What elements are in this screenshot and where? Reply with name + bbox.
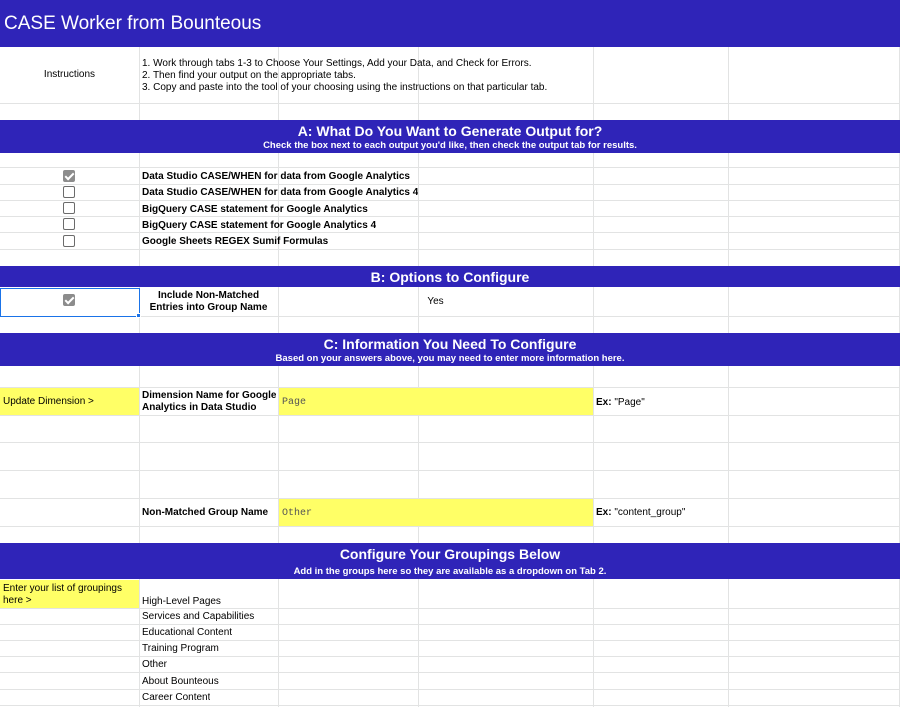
groupings-title[interactable]: Configure Your Groupings Below — [339, 546, 561, 562]
sheet-title[interactable]: CASE Worker from Bounteous — [4, 13, 262, 34]
nonmatched-label: Non-Matched Group Name — [142, 507, 269, 518]
checkbox-ga-datastudio[interactable] — [63, 170, 75, 182]
row-divider — [0, 656, 900, 657]
groupings-subtitle[interactable]: Add in the groups here so they are available as a dropdown on Tab 2. — [293, 566, 607, 577]
row-divider — [0, 608, 900, 609]
option-label: BigQuery CASE statement for Google Analytics 4 — [142, 220, 377, 231]
dimension-label-2: Analytics in Data Studio — [142, 402, 257, 413]
row-divider — [0, 184, 900, 185]
section-c-banner — [0, 333, 900, 366]
section-c-subtitle[interactable]: Based on your answers above, you may need to enter more information here. — [275, 353, 625, 364]
grouping-item[interactable]: High-Level Pages — [142, 596, 221, 607]
include-nonmatched-value[interactable]: Yes — [427, 296, 444, 307]
section-a-banner — [0, 120, 900, 153]
option-label: Google Sheets REGEX Sumif Formulas — [142, 236, 329, 247]
grouping-item[interactable]: About Bounteous — [142, 676, 219, 687]
instruction-line-2[interactable]: 2. Then find your output on the appropriate tabs. — [142, 70, 356, 81]
row-divider — [0, 103, 900, 104]
instructions-label[interactable]: Instructions — [43, 69, 96, 80]
title-bar — [0, 0, 900, 47]
dimension-name-input[interactable]: Page — [279, 388, 593, 415]
dimension-label-1: Dimension Name for Google — [142, 390, 277, 401]
groupings-prompt-line-2: here > — [3, 595, 32, 606]
row-divider — [0, 705, 900, 706]
row-divider — [0, 216, 900, 217]
instruction-line-1[interactable]: 1. Work through tabs 1-3 to Choose Your Settings, Add your Data, and Check for Errors. — [142, 58, 532, 69]
example-prefix: Ex: — [596, 507, 612, 518]
row-divider — [0, 640, 900, 641]
instruction-line-3[interactable]: 3. Copy and paste into the tool of your choosing using the instructions on that particular tab. — [142, 82, 548, 93]
row-divider — [0, 624, 900, 625]
groupings-banner — [0, 543, 900, 579]
checkbox-ga4-datastudio[interactable] — [63, 186, 75, 198]
row-divider — [0, 442, 900, 443]
row-divider — [0, 232, 900, 233]
section-a-title[interactable]: A: What Do You Want to Generate Output for? — [297, 123, 603, 139]
row-divider — [0, 167, 900, 168]
row-divider — [0, 526, 900, 527]
row-divider — [0, 689, 900, 690]
section-b-banner — [0, 266, 900, 287]
checkbox-sheets-regex[interactable] — [63, 235, 75, 247]
option-label: Data Studio CASE/WHEN for data from Google Analytics — [142, 171, 410, 182]
groupings-prompt[interactable] — [0, 580, 139, 608]
include-nonmatched-label-2: Entries into Group Name — [149, 302, 268, 313]
nonmatched-example — [596, 507, 685, 519]
section-b-title[interactable]: B: Options to Configure — [370, 269, 530, 285]
option-label: BigQuery CASE statement for Google Analytics — [142, 204, 368, 215]
nonmatched-group-input[interactable]: Other — [279, 499, 593, 526]
example-text: "content_group" — [611, 507, 686, 518]
grouping-item[interactable]: Other — [142, 659, 168, 670]
grouping-item[interactable]: Training Program — [142, 643, 219, 654]
example-text: "Page" — [611, 397, 645, 408]
row-divider — [0, 415, 900, 416]
include-nonmatched-label-1: Include Non-Matched — [157, 290, 260, 301]
row-divider — [0, 470, 900, 471]
checkbox-ga4-bigquery[interactable] — [63, 218, 75, 230]
row-divider — [0, 200, 900, 201]
update-dimension-label[interactable]: Update Dimension > — [0, 388, 139, 415]
checkbox-ga-bigquery[interactable] — [63, 202, 75, 214]
section-a-subtitle[interactable]: Check the box next to each output you'd like, then check the output tab for results. — [263, 140, 637, 151]
example-prefix: Ex: — [596, 397, 612, 408]
row-divider — [0, 249, 900, 250]
row-divider — [0, 672, 900, 673]
grouping-item[interactable]: Career Content — [142, 692, 211, 703]
grouping-item[interactable]: Educational Content — [142, 627, 233, 638]
section-c-title[interactable]: C: Information You Need To Configure — [323, 336, 577, 352]
groupings-prompt-line-1: Enter your list of groupings — [3, 583, 122, 594]
dimension-example — [596, 397, 645, 409]
grouping-item[interactable]: Services and Capabilities — [142, 611, 255, 622]
option-label: Data Studio CASE/WHEN for data from Google Analytics 4 — [142, 187, 419, 198]
cell-selection — [0, 288, 140, 317]
